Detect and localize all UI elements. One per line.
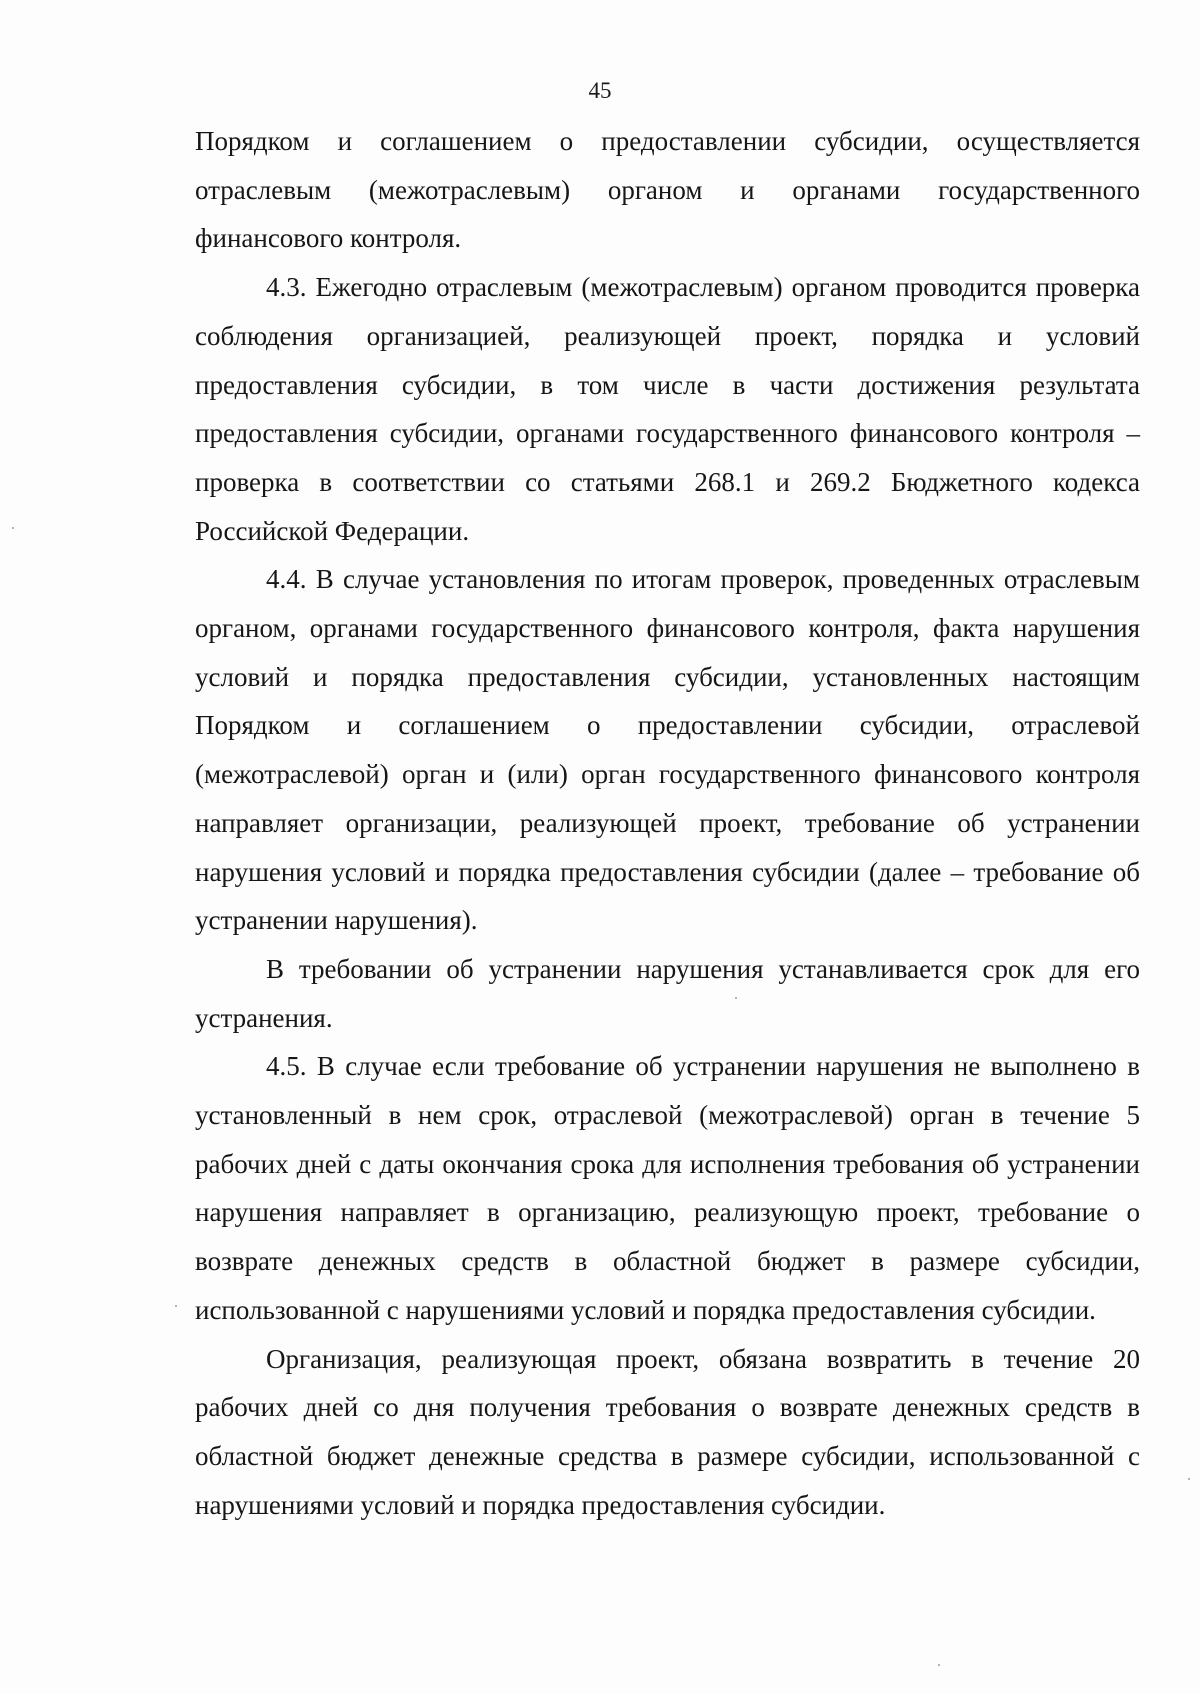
paragraph-refund-obligation: Организация, реализующая проект, обязана возвратить в течение 20 рабочих дней со дня получения требования о возврате денежных средств в областной бюджет денежные средства в размере субсидии, использованной с нарушениями условий и порядка предоставления субсидии. <box>195 1343 1140 1520</box>
paragraph-4-4: 4.4. В случае установления по итогам проверок, проведенных отраслевым органом, органами государственного финансового контроля, факта нарушения условий и порядка предоставления субсидии, установленных настоящим Порядком и соглашением о предоставлении субсидии, отраслевой (межотраслевой) орган и (или) орган государственного финансового контроля направляет организации, реализующей проект, требование об устранении нарушения условий и порядка предоставления субсидии (далее – требование об устранении нарушения). <box>195 564 1140 936</box>
scan-speck <box>938 1664 940 1666</box>
paragraph-requirement-deadline: В требовании об устранении нарушения устанавливается срок для его устранения. <box>195 953 1140 1033</box>
scan-speck <box>1188 1478 1190 1480</box>
scan-speck <box>12 527 14 529</box>
paragraph-continuation: Порядком и соглашением о предоставлении субсидии, осуществляется отраслевым (межотраслевым) органом и органами государственного финансового контроля. <box>195 126 1140 254</box>
paragraph-4-5: 4.5. В случае если требование об устранении нарушения не выполнено в установленный в нем срок, отраслевой (межотраслевой) орган в течение 5 рабочих дней с даты окончания срока для исполнения требования об устранении нарушения направляет в организацию, реализующую проект, требование о возврате денежных средств в областной бюджет в размере субсидии, использованной с нарушениями условий и порядка предоставления субсидии. <box>195 1051 1140 1325</box>
scan-speck <box>735 997 737 999</box>
paragraph-4-3: 4.3. Ежегодно отраслевым (межотраслевым) органом проводится проверка соблюдения организацией, реализующей проект, порядка и условий предоставления субсидии, в том числе в части достижения результата предоставления субсидии, органами государственного финансового контроля – проверка в соответствии со статьями 268.1 и 269.2 Бюджетного кодекса Российской Федерации. <box>195 272 1140 546</box>
page-number: 45 <box>588 78 612 103</box>
document-body <box>195 117 1140 1529</box>
scan-speck <box>175 1305 177 1307</box>
